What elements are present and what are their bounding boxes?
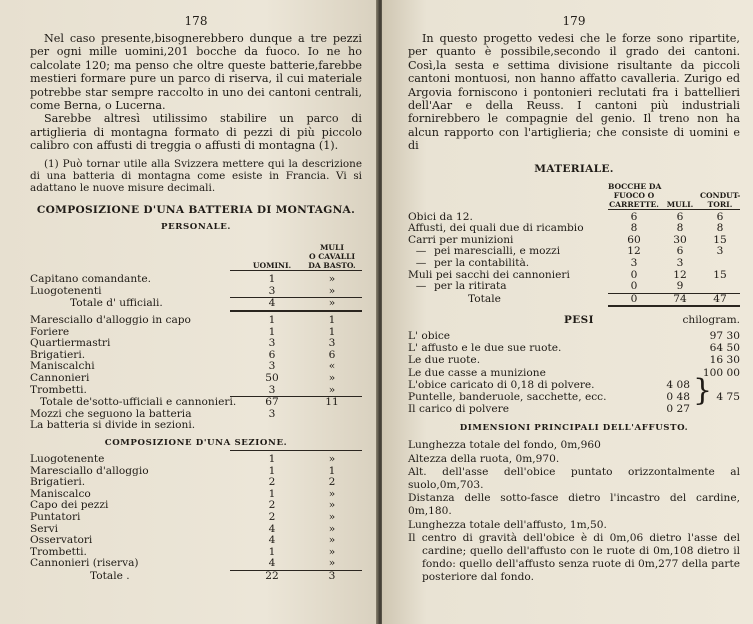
table-row: Maniscalchi 3 « bbox=[30, 360, 336, 373]
column-header-muli: O CAVALLI bbox=[308, 252, 356, 262]
page-number: 179 bbox=[562, 14, 586, 28]
table-row-total: Totale 0 74 47 bbox=[468, 292, 727, 305]
table-row: L'obice caricato di 0,18 di polvere. 4 08 bbox=[408, 378, 690, 391]
personale-table bbox=[30, 234, 362, 432]
table-row: — per la contabilità. 3 3 bbox=[415, 257, 684, 270]
right-page bbox=[382, 0, 753, 624]
brace-mark: } bbox=[693, 373, 713, 408]
dimension-item: Lunghezza totale dell'affusto, 1m,50. bbox=[408, 518, 607, 531]
table-row: — pei marescialli, e mozzi 12 6 3 bbox=[415, 245, 724, 258]
table-row: Luogotenente 1 » bbox=[30, 452, 336, 465]
table-row: Brigatieri. 6 6 bbox=[30, 348, 336, 361]
materiale-table bbox=[408, 179, 740, 308]
table-row: — per la ritirata 0 9 bbox=[415, 280, 684, 293]
table-row: Le due ruote. 16 30 bbox=[408, 354, 740, 367]
table-row-total: Totale de'sotto-ufficiali e cannonieri. 67 11 bbox=[40, 396, 339, 409]
table-row: L' affusto e le due sue ruote. 64 50 bbox=[408, 342, 740, 355]
subsection-title: DIMENSIONI PRINCIPALI DELL'AFFUSTO. bbox=[459, 423, 689, 434]
table-row: Carri per munizioni 60 30 15 bbox=[408, 233, 727, 246]
dimension-item: Lunghezza totale del fondo, 0m,960 bbox=[408, 439, 601, 452]
column-header-muli: DA BASTO. bbox=[308, 261, 356, 271]
table-row: Affusti, dei quali due di ricambio 8 8 8 bbox=[408, 222, 724, 235]
column-header-muli: MULI. bbox=[666, 199, 694, 209]
table-row: Servi 4 » bbox=[30, 522, 336, 535]
subsection-title: COMPOSIZIONE D'UNA SEZIONE. bbox=[104, 437, 288, 448]
page-number: 178 bbox=[184, 14, 208, 28]
table-row: Muli pei sacchi dei cannonieri 0 12 15 bbox=[408, 268, 727, 281]
table-row: Capo dei pezzi 2 » bbox=[30, 499, 336, 512]
column-header-uomini: UOMINI. bbox=[252, 261, 292, 271]
body-paragraph: Sarebbe altresì utilissimo stabilire un parco di artiglieria di montagna formato di pezzi di più piccolo calibro con affusti di treggia o affusti di montagna (1). bbox=[30, 112, 362, 153]
table-row: Osservatori 4 » bbox=[30, 534, 336, 547]
table-row: Capitano comandante. 1 » bbox=[30, 273, 336, 286]
table-row: Luogotenenti 3 » bbox=[30, 284, 336, 297]
table-row: Puntatori 2 » bbox=[30, 510, 336, 523]
table-row: Maresciallo d'alloggio in capo 1 1 bbox=[30, 314, 336, 327]
column-header-muli: MULI bbox=[320, 243, 344, 253]
table-row: Il carico di polvere 0 27 bbox=[408, 403, 690, 416]
pesi-header bbox=[408, 315, 740, 327]
table-row: Mozzi che seguono la batteria 3 bbox=[30, 407, 276, 420]
dimension-item: Il centro di gravità dell'obice è di 0m,06 dietro l'asse del cardine; quello dell'affusto con le ruote di 0m,108 dietro il fondo: quello dell'affusto senza ruote di 0m,277 della parte posteriore dal fondo. bbox=[408, 531, 740, 584]
sezione-table bbox=[30, 450, 362, 583]
table-row-total: Totale . 22 3 bbox=[90, 569, 336, 582]
dimension-item: Distanza delle sotto-fasce dietro l'incastro del cardine, 0m,180. bbox=[408, 492, 740, 518]
table-note: La batteria si divide in sezioni. bbox=[30, 420, 196, 432]
dimensioni-list bbox=[408, 439, 740, 584]
table-row: Foriere 1 1 bbox=[30, 325, 336, 338]
pesi-table bbox=[408, 330, 740, 415]
table-row: Trombetti. 3 » bbox=[30, 383, 336, 396]
table-row: Trombetti. 1 » bbox=[30, 545, 336, 558]
body-paragraph: Nel caso presente,bisognerebbero dunque a tre pezzi per ogni mille uomini,201 bocche da fuoco. Io ne ho calcolate 120; ma penso che oltre queste batterie,farebbe mestieri formare pure un parco di riserva, il cui materiale potrebbe star sempre raccolto in uno dei cantoni centrali, come Berna, o Lucerna. bbox=[30, 32, 362, 113]
section-title: MATERIALE. bbox=[534, 162, 614, 175]
dimension-item: Alt. dell'asse dell'obice puntato orizzontalmente al suolo,0m,703. bbox=[408, 465, 740, 491]
table-row: Cannonieri 50 » bbox=[30, 372, 336, 385]
table-row: Puntelle, banderuole, sacchette, ecc. 0 48 4 75 bbox=[408, 390, 740, 403]
table-row: Obici da 12. 6 6 6 bbox=[408, 210, 724, 223]
column-header-bocche: BOCCHE DA bbox=[608, 181, 662, 191]
table-row: Maresciallo d'alloggio 1 1 bbox=[30, 464, 336, 477]
dimension-item: Altezza della ruota, 0m,970. bbox=[408, 452, 560, 465]
column-header-bocche: FUOCO O bbox=[613, 190, 655, 200]
section-title: COMPOSIZIONE D'UNA BATTERIA DI MONTAGNA. bbox=[36, 204, 356, 217]
column-header-bocche: CARRETTE. bbox=[609, 199, 659, 209]
subsection-title: PERSONALE. bbox=[161, 222, 231, 233]
pesi-unit: chilogram. bbox=[682, 314, 740, 327]
footnote: (1) Può tornar utile alla Svizzera mettere qui la descrizione di una batteria di montagna come esiste in Francia. Vi si adattano le nuove misure decimali. bbox=[30, 157, 362, 195]
table-row: Brigatieri. 2 2 bbox=[30, 476, 336, 489]
column-header-conduttori: CONDUT- bbox=[700, 190, 741, 200]
table-row: Maniscalco 1 » bbox=[30, 487, 336, 500]
table-row: Cannonieri (riserva) 4 » bbox=[30, 557, 336, 570]
table-row: Le due casse a munizione 100 00 bbox=[408, 366, 740, 379]
table-row: Quartiermastri 3 3 bbox=[30, 337, 336, 350]
table-row: L' obice 97 30 bbox=[408, 330, 740, 342]
pesi-heading: PESI bbox=[563, 314, 595, 327]
column-header-conduttori: TORI. bbox=[707, 199, 733, 209]
table-row-total: Totale d' ufficiali. 4 » bbox=[70, 297, 336, 310]
body-paragraph: In questo progetto vedesi che le forze sono ripartite, per quanto è possibile,secondo il grado dei cantoni. Così,la sesta e settima divisione risultante da piccoli cantoni montuosi, non hanno affatto cavalleria. Zurigo ed Argovia forniscono i pontonieri reclutati fra i battellieri dell'Aar e della Reuss. I cantoni più industriali fornirebbero le compagnie del genio. Il treno non ha alcun rapporto con l'artiglieria; che consiste di uomini e di bbox=[408, 32, 740, 153]
